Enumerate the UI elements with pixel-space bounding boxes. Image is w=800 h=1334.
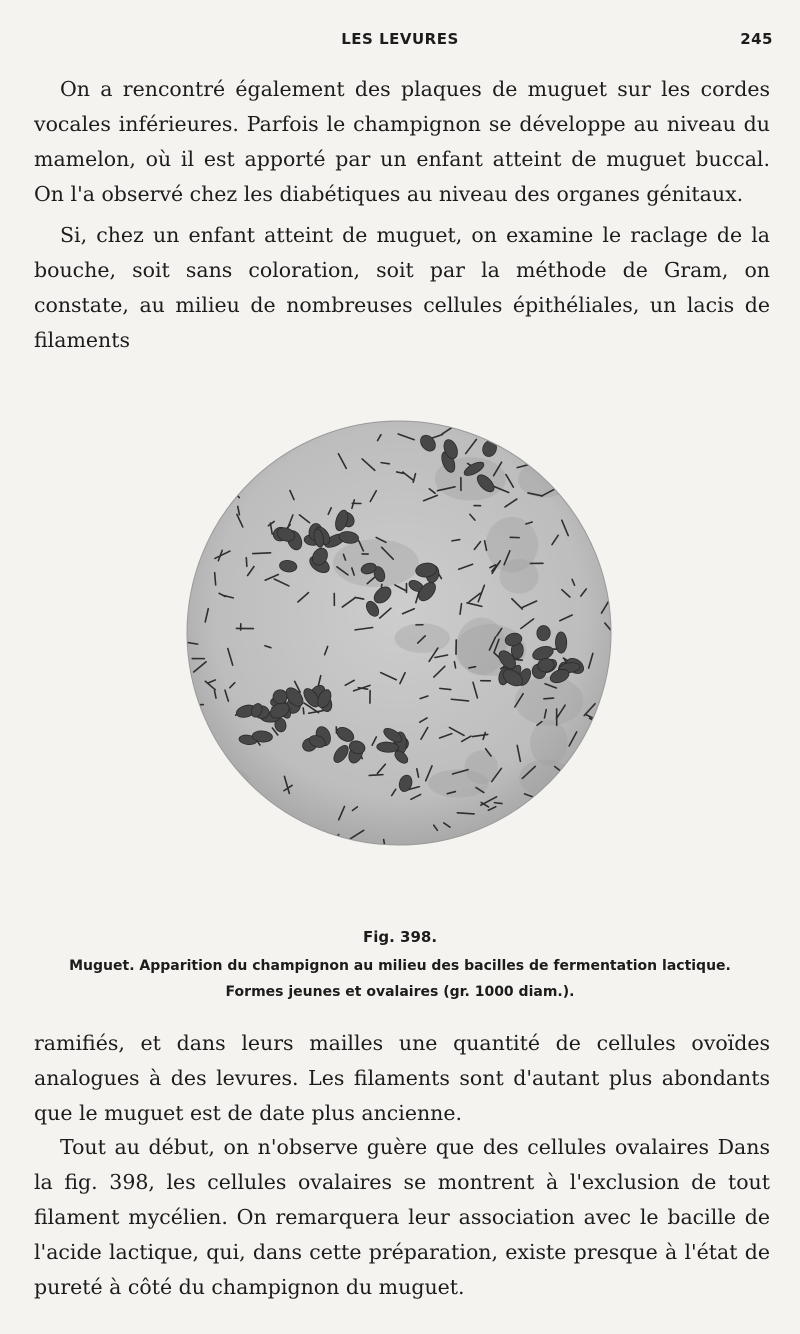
bacillus [228, 778, 234, 785]
figure-caption-line2: Formes jeunes et ovalaires (gr. 1000 diam.). [225, 984, 575, 1000]
bacillus [222, 461, 226, 478]
bacillus [457, 813, 474, 814]
bacillus [527, 429, 541, 433]
bacillus [187, 476, 189, 482]
bacillus [195, 516, 197, 534]
bacillus [592, 451, 597, 454]
bacillus [578, 791, 587, 792]
bacillus [263, 833, 266, 846]
yeast-cell [555, 632, 567, 653]
bacillus [272, 434, 283, 440]
bacillus [210, 741, 216, 754]
bacillus [186, 771, 192, 775]
tissue-blotch [518, 461, 570, 498]
bacillus [233, 811, 241, 824]
bacillus [215, 573, 216, 585]
bacillus [523, 810, 537, 814]
bacillus [572, 429, 581, 432]
bacillus [270, 433, 271, 446]
bacillus [544, 698, 554, 699]
bacillus [253, 553, 271, 554]
page-header [0, 28, 800, 54]
bacillus [186, 732, 188, 740]
tissue-blotch [202, 767, 249, 798]
bacillus [381, 463, 389, 464]
tissue-blotch [530, 720, 567, 766]
bacillus [215, 421, 218, 429]
bacillus [238, 458, 250, 460]
bacillus [259, 453, 268, 463]
bacillus [607, 514, 610, 521]
micrograph-figure [186, 420, 612, 846]
bacillus [303, 708, 304, 714]
micrograph-image [186, 420, 612, 846]
bacillus [369, 775, 383, 776]
tissue-blotch [428, 769, 489, 797]
bacillus [604, 508, 609, 518]
bacillus [560, 442, 568, 451]
bacillus [586, 805, 595, 813]
bacillus [214, 466, 223, 477]
paragraph-4: Tout au début, on n'observe guère que des cellules ovalaires Dans la fig. 398, les cellules ovalaires se montrent à l'exclusion de tout filament mycélien. On remarquera leur association avec le bacille de l'acide lactique, qui, dans cette préparation, existe presque à l'état de pureté à côté du champignon du muguet. [34, 1135, 770, 1299]
bacillus [506, 830, 514, 840]
bacillus [191, 776, 201, 780]
bacillus [567, 425, 581, 427]
paragraph-1: On a rencontré également des plaques de muguet sur les cordes vocales inférieures. Parfois le champignon se développe au niveau du mamelon, où il est apporté par un enfant atteint de muguet buccal. On l'a observé chez les diabétiques au niveau des organes génitaux. [34, 77, 770, 206]
bacillus [560, 469, 570, 483]
bacillus [274, 829, 288, 832]
bacillus [494, 803, 502, 804]
bacillus [500, 820, 503, 833]
bacillus [547, 799, 563, 805]
figure-label: Fig. 398. [362, 928, 438, 946]
bacillus [549, 439, 556, 446]
paragraph-2: Si, chez un enfant atteint de muguet, on examine le raclage de la bouche, soit sans coloration, soit par la méthode de Gram, on constate, au milieu de nombreuses cellules épithéliales, un lacis de filaments [34, 223, 770, 352]
bacillus [585, 431, 595, 440]
page-number: 245 [740, 30, 773, 48]
bacillus [209, 439, 222, 443]
bacillus [190, 512, 201, 513]
bacillus [591, 436, 606, 443]
bacillus [244, 470, 246, 476]
bacillus [506, 431, 513, 441]
bacillus [292, 438, 301, 444]
bacillus [327, 835, 339, 846]
tissue-blotch [333, 539, 419, 587]
bacillus [530, 835, 545, 843]
bacillus [570, 761, 576, 774]
paragraph-3: ramifiés, et dans leurs mailles une quantité de cellules ovoïdes analogues à des levures. Les filaments sont d'autant plus abondants que le muguet est de date plus ancienne. [34, 1031, 770, 1125]
bacillus [221, 462, 234, 463]
bacillus [586, 734, 588, 747]
bacillus [246, 558, 247, 567]
tissue-blotch [519, 760, 571, 797]
bacillus [200, 748, 209, 760]
figure-caption-line1: Muguet. Apparition du champignon au milieu des bacilles de fermentation lactique. [69, 958, 731, 974]
bacillus [220, 466, 226, 468]
bacillus [569, 770, 576, 782]
running-head: LES LEVURES [341, 30, 459, 48]
bacillus [189, 494, 200, 504]
bacillus [198, 778, 206, 781]
bacillus [599, 485, 600, 499]
bacillus [276, 827, 284, 830]
bacillus [204, 519, 209, 523]
bacillus [590, 761, 596, 772]
bacillus [593, 444, 602, 446]
bacillus [252, 443, 253, 453]
